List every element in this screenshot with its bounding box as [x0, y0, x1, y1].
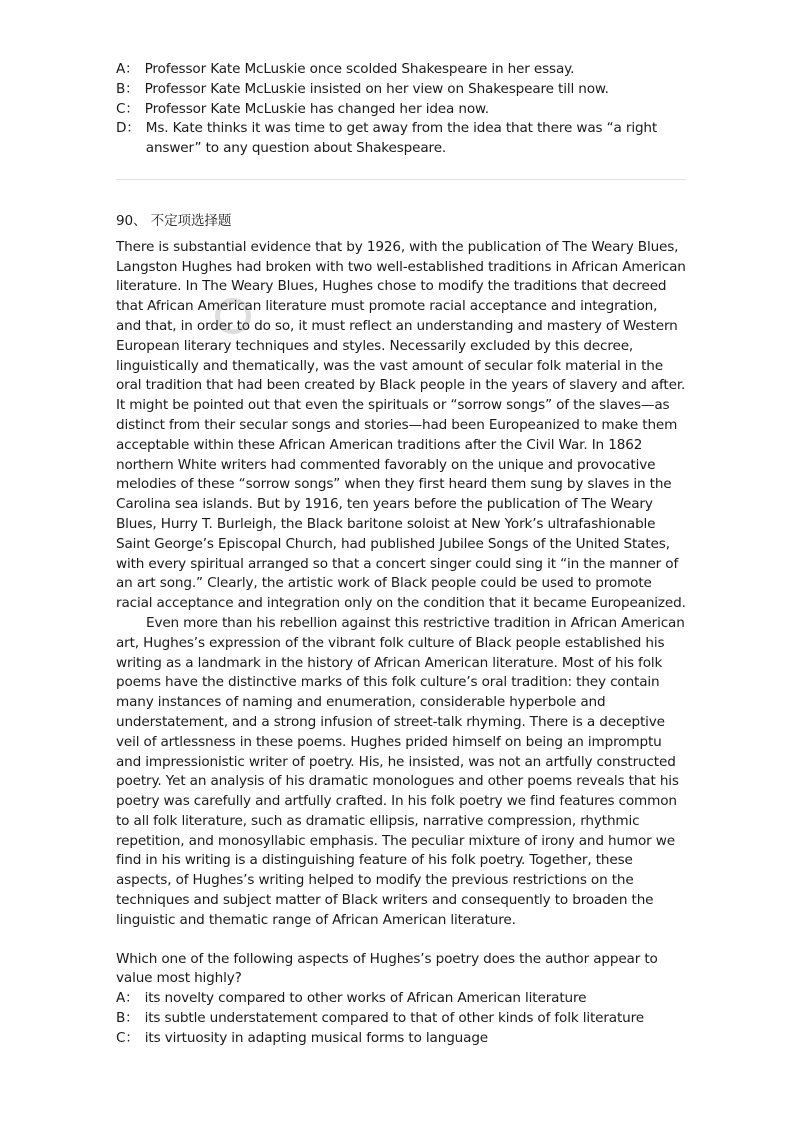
question-stem: Which one of the following aspects of Hughes’s poetry does the author appear to value most highly?	[116, 950, 658, 987]
reading-passage	[116, 238, 686, 931]
option-letter: C：	[116, 100, 139, 117]
answer-option-c[interactable]	[116, 1029, 686, 1049]
option-text: Professor Kate McLuskie has changed her idea now.	[144, 100, 489, 117]
option-text: Ms. Kate thinks it was time to get away from the idea that there was “a right answer” to any question about Shakespeare.	[145, 120, 658, 157]
option-d[interactable]	[116, 119, 686, 159]
previous-question-options	[116, 60, 686, 159]
option-letter: B：	[116, 1010, 139, 1027]
passage-paragraph-2: Even more than his rebellion against this restrictive tradition in African American art, Hughes’s expression of the vibrant folk culture of Black people established his writing as a landmark in the history of African American literature. Most of his folk poems have the distinctive marks of this folk culture’s oral tradition: they contain many instances of naming and enumeration, considerable hyperbole and understatement, and a strong infusion of street-talk rhyming. There is a deceptive veil of artlessness in these poems. Hughes prided himself on being an impromptu and impressionistic writer of poetry. His, he insisted, was not an artfully constructed poetry. Yet an analysis of his dramatic monologues and other poems reveals that his poetry was carefully and artfully crafted. In his folk poetry we find features common to all folk literature, such as dramatic ellipsis, narrative compression, rhythmic repetition, and monosyllabic emphasis. The peculiar mixture of irony and humor we find in his writing is a distinguishing feature of his folk poetry. Together, these aspects, of Hughes’s writing helped to modify the previous restrictions on the techniques and subject matter of Black writers and consequently to broaden the linguistic and thematic range of African American literature.	[116, 614, 685, 928]
section-divider	[116, 179, 686, 180]
option-a[interactable]	[116, 60, 686, 80]
option-text: its subtle understatement compared to that of other kinds of folk literature	[144, 1010, 644, 1027]
option-c[interactable]	[116, 100, 686, 120]
option-letter: A：	[116, 990, 139, 1007]
question-type: 不定项选择题	[150, 212, 232, 229]
question-block	[116, 950, 686, 1049]
question-header	[116, 212, 686, 232]
option-letter: A：	[116, 61, 139, 77]
option-b[interactable]	[116, 80, 686, 100]
question-number: 90、	[116, 212, 147, 229]
option-letter: B：	[116, 80, 139, 97]
option-letter: C：	[116, 1029, 139, 1046]
document-page	[116, 60, 686, 1049]
option-text: Professor Kate McLuskie once scolded Shakespeare in her essay.	[144, 61, 575, 77]
option-text: its virtuosity in adapting musical forms to language	[144, 1029, 489, 1046]
answer-option-a[interactable]	[116, 989, 686, 1009]
answer-option-b[interactable]	[116, 1009, 686, 1029]
passage-paragraph-1: There is substantial evidence that by 1926, with the publication of The Weary Blues, Langston Hughes had broken with two well-established traditions in African American literature. In The Weary Blues, Hughes chose to modify the traditions that decreed that African American literature must promote racial acceptance and integration, and that, in order to do so, it must reflect an understanding and mastery of Western European literary techniques and styles. Necessarily excluded by this decree, linguistically and thematically, was the vast amount of secular folk material in the oral tradition that had been created by Black people in the years of slavery and after. It might be pointed out that even the spirituals or “sorrow songs” of the slaves—as distinct from their secular songs and stories—had been Europeanized to make them acceptable within these African American traditions after the Civil War. In 1862 northern White writers had commented favorably on the unique and provocative melodies of these “sorrow songs” when they first heard them sung by slaves in the Carolina sea islands. But by 1916, ten years before the publication of The Weary Blues, Hurry T. Burleigh, the Black baritone soloist at New York’s ultrafashionable Saint George’s Episcopal Church, had published Jubilee Songs of the United States, with every spiritual arranged so that a concert singer could sing it “in the manner of an art song.” Clearly, the artistic work of Black people could be used to promote racial acceptance and integration only on the condition that it became Europeanized.	[116, 238, 686, 612]
option-text: its novelty compared to other works of African American literature	[144, 990, 587, 1007]
option-text: Professor Kate McLuskie insisted on her view on Shakespeare till now.	[144, 80, 609, 97]
option-letter: D：	[116, 120, 140, 137]
